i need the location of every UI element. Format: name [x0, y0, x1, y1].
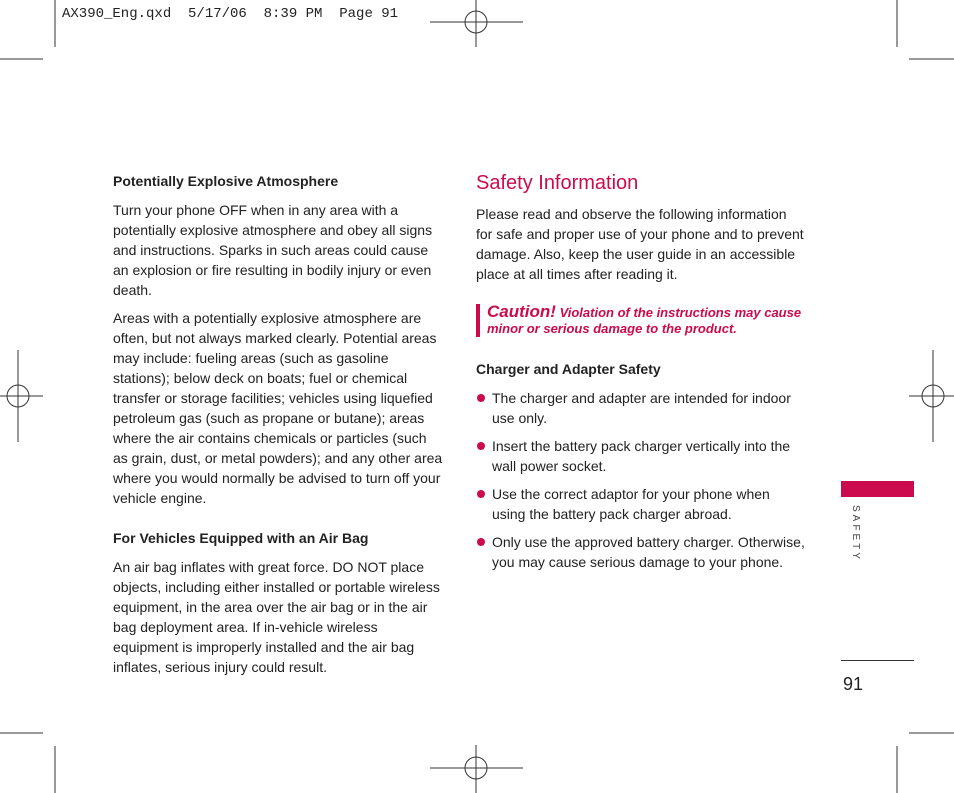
- paragraph-explosive-1: Turn your phone OFF when in any area with a potentially explosive atmosphere and obey all signs and instructions. Sparks in such areas could cause an explosion or fire resulting in bodily injury or even death.: [113, 202, 433, 298]
- list-item: [476, 388, 806, 428]
- charger-bullet-list: [476, 388, 806, 572]
- page-number: 91: [843, 674, 864, 694]
- list-item-text: Only use the approved battery charger. Otherwise, you may cause serious damage to your phone.: [492, 534, 805, 570]
- section-heading-charger: Charger and Adapter Safety: [476, 361, 661, 377]
- bullet-icon: [477, 394, 485, 402]
- print-slug: AX390_Eng.qxd 5/17/06 8:39 PM Page 91: [62, 6, 399, 22]
- caution-text: Violation of the instructions may cause minor or serious damage to the product.: [487, 305, 802, 336]
- page-number-rule: [841, 660, 914, 661]
- bullet-icon: [477, 490, 485, 498]
- right-column: [476, 170, 806, 580]
- list-item: [476, 484, 806, 524]
- list-item-text: Use the correct adaptor for your phone when using the battery pack charger abroad.: [492, 486, 770, 522]
- section-tab-label: SAFETY: [850, 505, 861, 562]
- bullet-icon: [477, 442, 485, 450]
- caution-label: Caution!: [487, 302, 556, 321]
- list-item-text: Insert the battery pack charger vertically into the wall power socket.: [492, 438, 791, 474]
- paragraph-explosive-2: Areas with a potentially explosive atmosphere are often, but not always marked clearly. Potential areas may include: fueling areas (such as gasoline stations); below deck on boats; fuel or chemical transfer or storage facilities; vehicles using liquefied petroleum gas (such as propane or butane); areas where the air contains chemicals or particles (such as grain, dust, or metal powders); and any other area where you would normally be advised to turn off your vehicle engine.: [113, 310, 443, 506]
- list-item: [476, 532, 806, 572]
- page-title: Safety Information: [476, 172, 639, 194]
- section-tab-bar: [841, 481, 914, 497]
- left-column: [113, 171, 443, 677]
- caution-note: [476, 304, 806, 337]
- section-heading-explosive: Potentially Explosive Atmosphere: [113, 173, 339, 189]
- section-heading-airbag: For Vehicles Equipped with an Air Bag: [113, 530, 369, 546]
- list-item-text: The charger and adapter are intended for indoor use only.: [492, 390, 791, 426]
- list-item: [476, 436, 806, 476]
- bullet-icon: [477, 538, 485, 546]
- paragraph-airbag: An air bag inflates with great force. DO NOT place objects, including either installed or portable wireless equipment, in the area over the air bag or in the air bag deployment area. If in-vehicle wireless equipment is improperly installed and the air bag inflates, serious injury could result.: [113, 559, 440, 675]
- intro-paragraph: Please read and observe the following information for safe and proper use of your phone and to prevent damage. Also, keep the user guide in an accessible place at all times after reading it.: [476, 206, 804, 282]
